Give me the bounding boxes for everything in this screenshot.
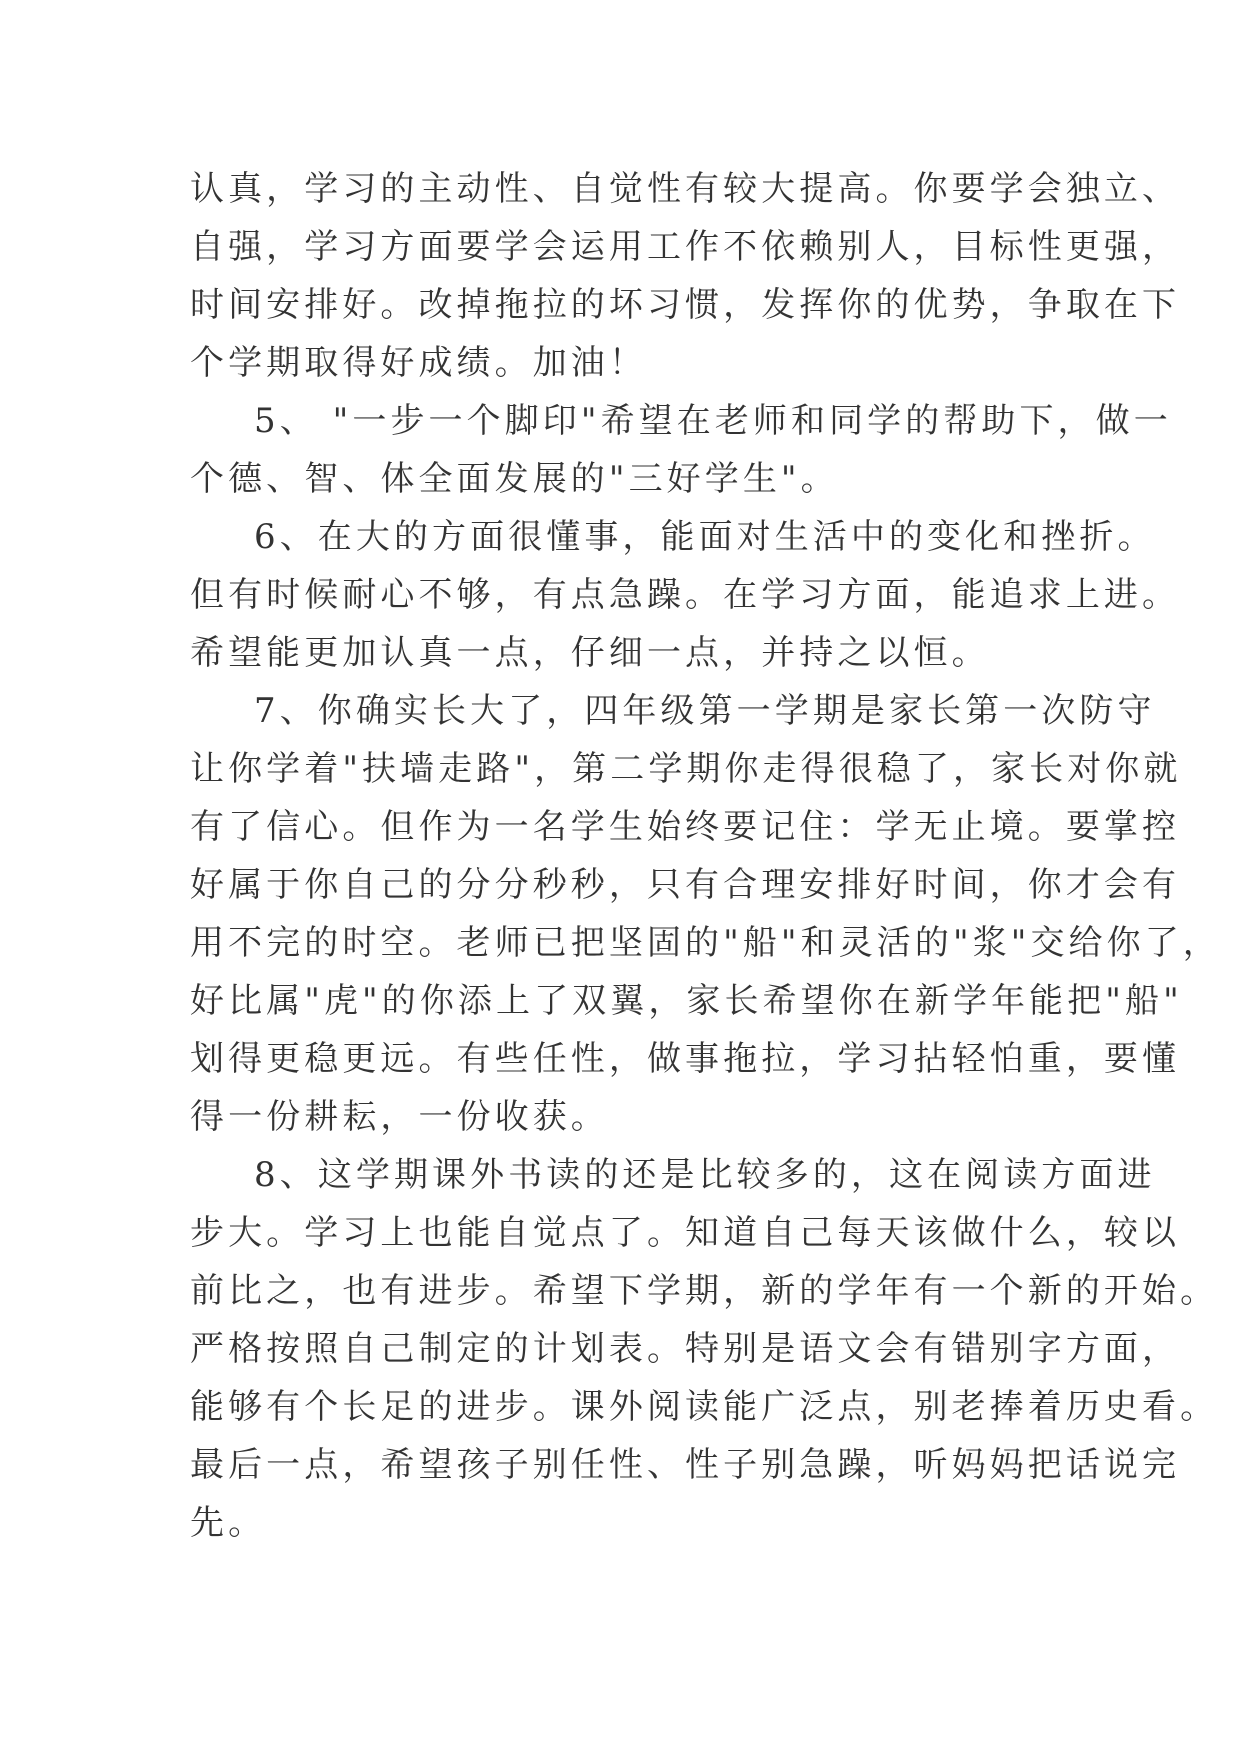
text-line: 7、你确实长大了，四年级第一学期是家长第一次防守 xyxy=(254,691,1156,731)
text-line: 希望能更加认真一点，仔细一点，并持之以恒。 xyxy=(190,633,990,673)
text-line: 前比之，也有进步。希望下学期，新的学年有一个新的开始。 xyxy=(190,1271,1219,1311)
text-line: 8、这学期课外书读的还是比较多的，这在阅读方面进 xyxy=(254,1155,1156,1195)
paragraph-item-8 xyxy=(190,1146,1219,1552)
text-line: 先。 xyxy=(190,1503,267,1543)
text-line: 划得更稳更远。有些任性，做事拖拉，学习拈轻怕重，要懂 xyxy=(190,1039,1181,1079)
text-line: 自强，学习方面要学会运用工作不依赖别人，目标性更强， xyxy=(190,227,1181,267)
text-line: 严格按照自己制定的计划表。特别是语文会有错别字方面， xyxy=(190,1329,1181,1369)
text-line: 最后一点，希望孩子别任性、性子别急躁，听妈妈把话说完 xyxy=(190,1445,1181,1485)
paragraph-item-6 xyxy=(190,508,1181,682)
paragraph-item-7 xyxy=(190,682,1221,1146)
text-line: 有了信心。但作为一名学生始终要记住：学无止境。要掌控 xyxy=(190,807,1181,847)
text-line: 6、在大的方面很懂事，能面对生活中的变化和挫折。 xyxy=(254,517,1156,557)
text-line: 个学期取得好成绩。加油！ xyxy=(190,343,647,383)
text-line: 能够有个长足的进步。课外阅读能广泛点，别老捧着历史看。 xyxy=(190,1387,1219,1427)
text-line: 让你学着"扶墙走路"，第二学期你走得很稳了，家长对你就 xyxy=(190,749,1182,789)
text-line: 好属于你自己的分分秒秒，只有合理安排好时间，你才会有 xyxy=(190,865,1181,905)
document-body xyxy=(190,160,1221,1552)
text-line: 个德、智、体全面发展的"三好学生"。 xyxy=(190,459,839,499)
paragraph-1 xyxy=(190,160,1181,392)
text-line: 好比属"虎"的你添上了双翼，家长希望你在新学年能把"船" xyxy=(190,981,1183,1021)
text-line: 用不完的时空。老师已把坚固的"船"和灵活的"浆"交给你了， xyxy=(190,923,1221,963)
text-line: 但有时候耐心不够，有点急躁。在学习方面，能追求上进。 xyxy=(190,575,1181,615)
text-line: 5、 "一步一个脚印"希望在老师和同学的帮助下，做一 xyxy=(254,401,1172,441)
text-line: 认真，学习的主动性、自觉性有较大提高。你要学会独立、 xyxy=(190,169,1181,209)
text-line: 时间安排好。改掉拖拉的坏习惯，发挥你的优势，争取在下 xyxy=(190,285,1181,325)
paragraph-item-5 xyxy=(190,392,1172,508)
text-line: 得一份耕耘，一份收获。 xyxy=(190,1097,609,1137)
text-line: 步大。学习上也能自觉点了。知道自己每天该做什么，较以 xyxy=(190,1213,1181,1253)
